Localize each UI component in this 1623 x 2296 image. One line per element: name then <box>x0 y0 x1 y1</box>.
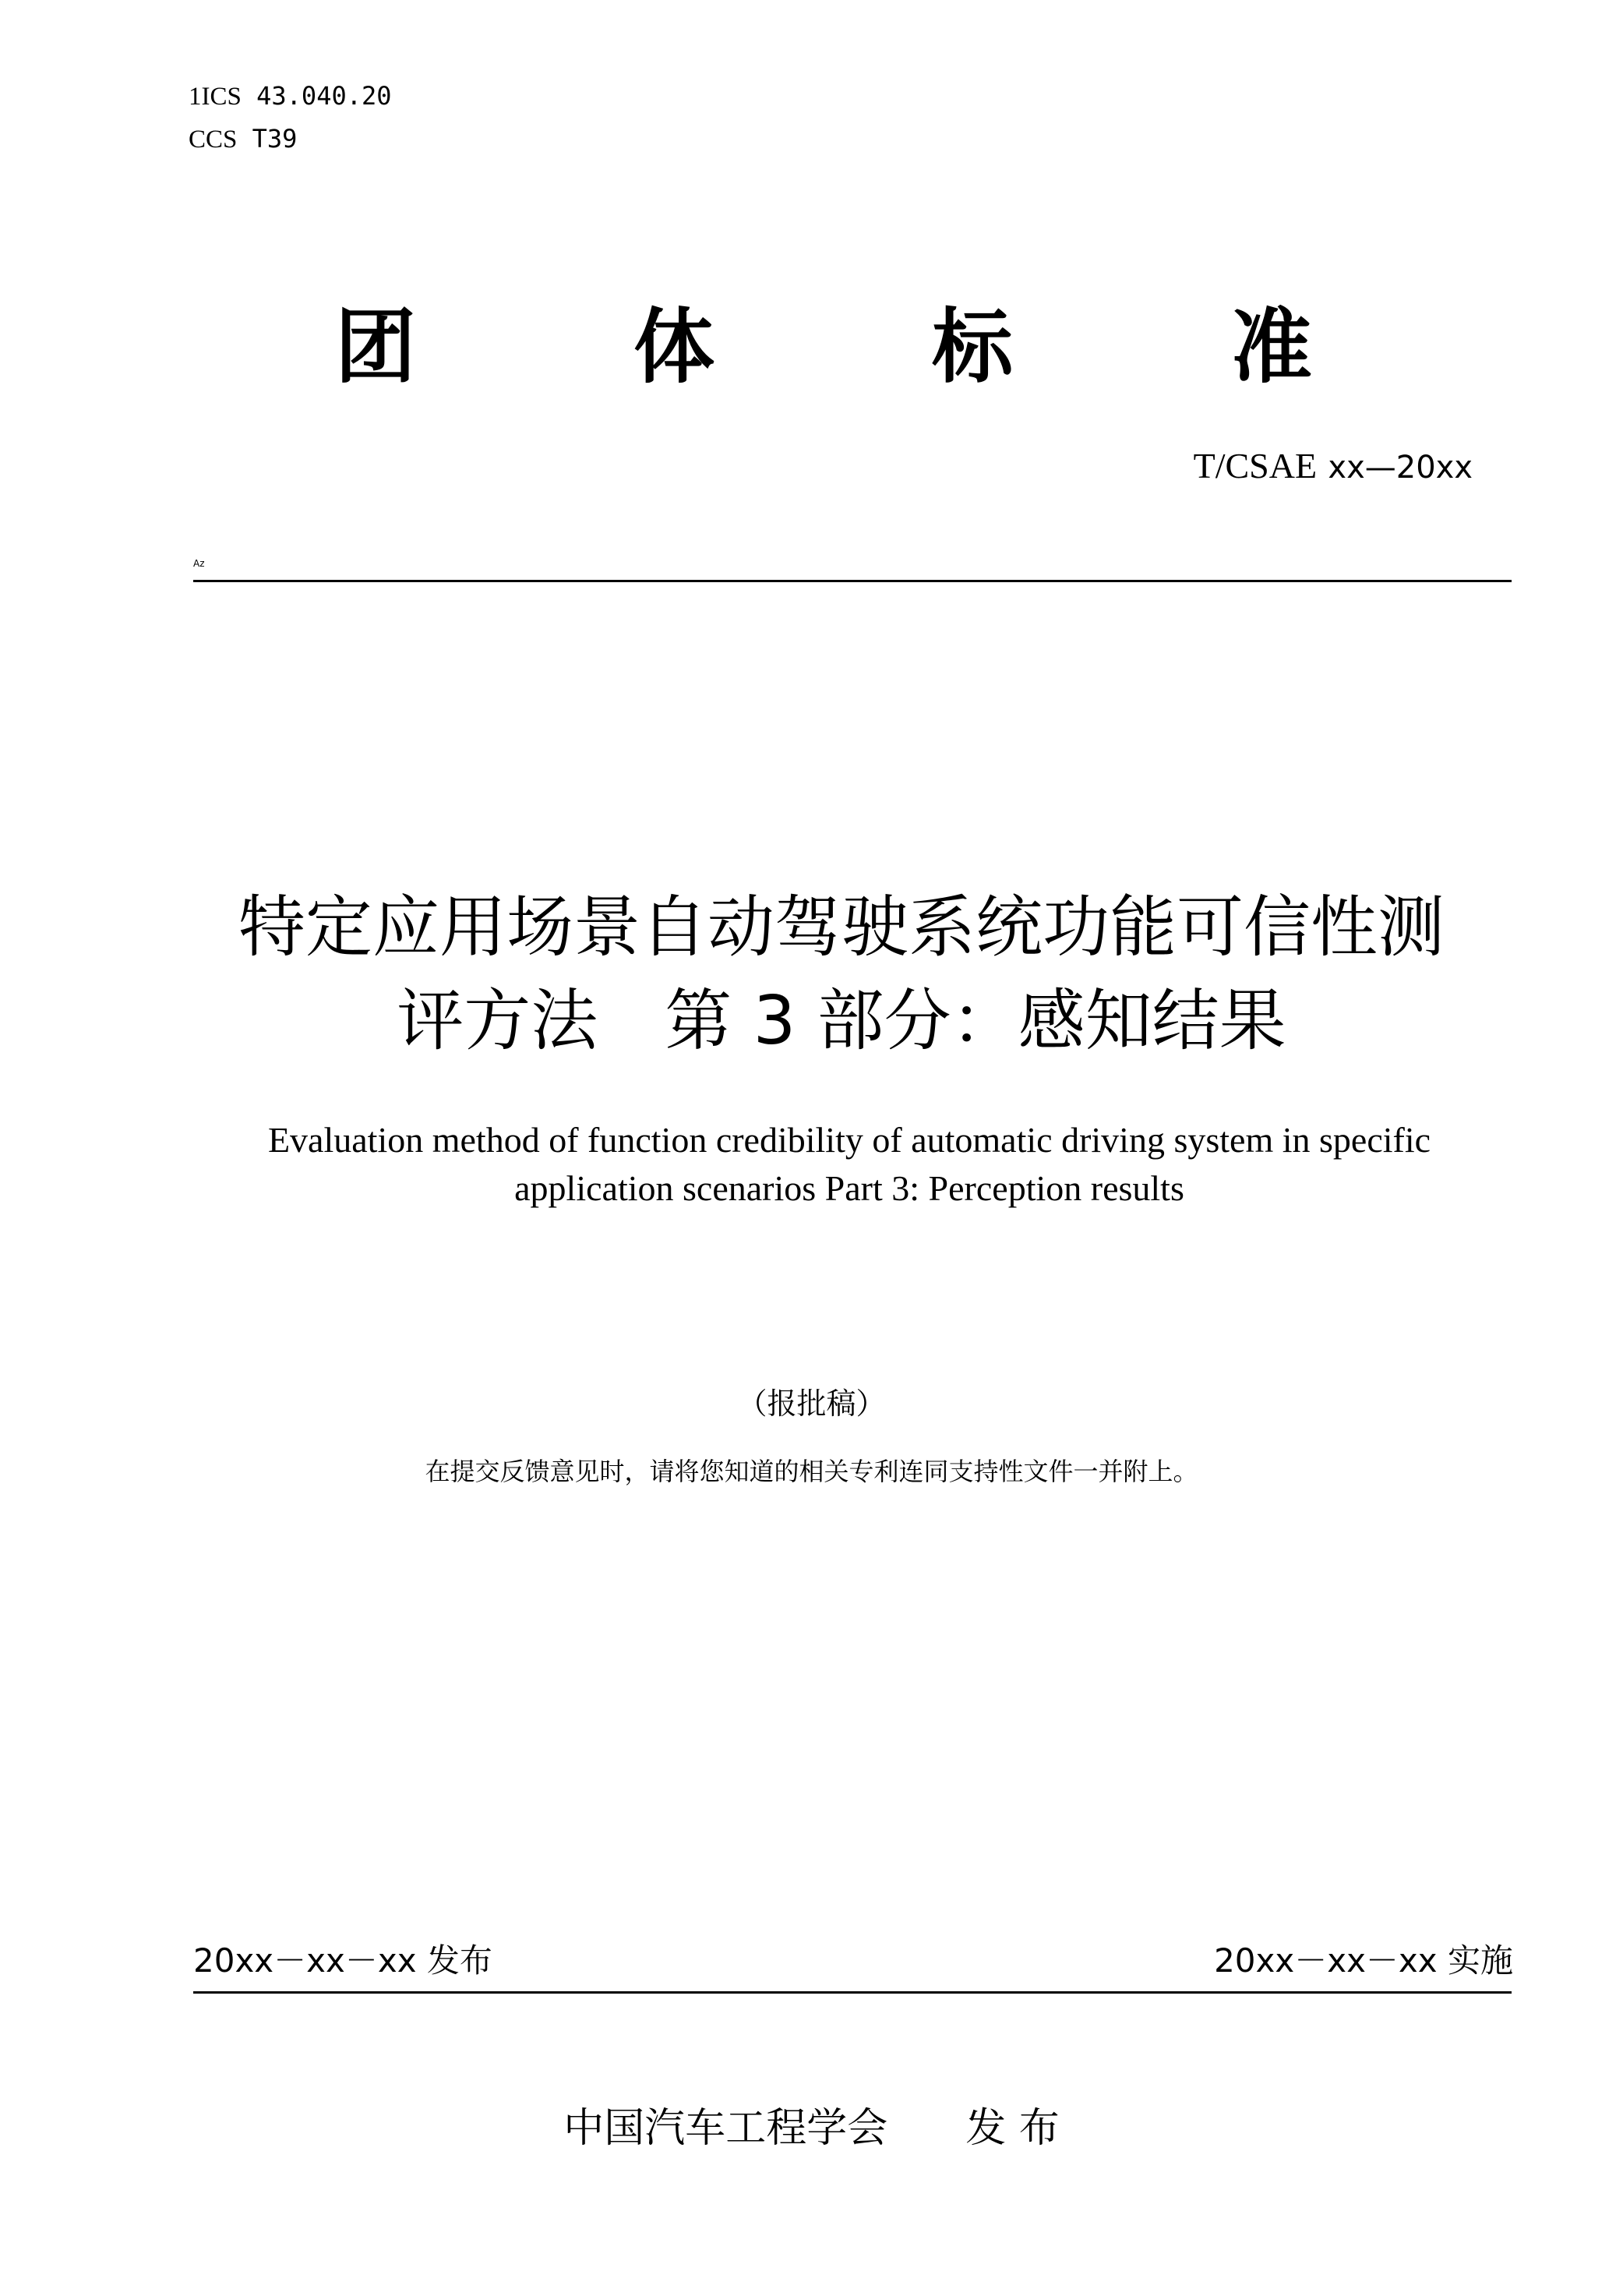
english-title-line-1: Evaluation method of function credibility of automatic driving system in specific <box>267 1120 1431 1160</box>
ics-label: 1ICS <box>189 83 242 111</box>
ics-code: 43.040.20 <box>256 81 392 111</box>
heading-char-1: 团 <box>335 299 417 394</box>
heading-char-4: 准 <box>1231 299 1313 394</box>
document-type-heading <box>335 300 1340 394</box>
bottom-divider <box>193 1991 1512 1994</box>
implementation-date: 20xx－xx－xx 实施 <box>1214 1941 1513 1980</box>
chinese-title <box>109 881 1574 1068</box>
heading-char-3: 标 <box>932 299 1014 394</box>
publisher-line <box>0 2102 1623 2155</box>
draft-status: （报批稿） <box>737 1386 886 1421</box>
chinese-title-line-2: 评方法 第 3 部分：感知结果 <box>397 982 1286 1060</box>
patent-notice: 在提交反馈意见时，请将您知道的相关专利连同支持性文件一并附上。 <box>425 1457 1198 1486</box>
publisher-action: 发 布 <box>965 2105 1060 2152</box>
issue-date: 20xx－xx－xx 发布 <box>193 1941 492 1980</box>
standard-number <box>1194 444 1473 489</box>
standard-number-prefix: T/CSAE <box>1193 446 1318 486</box>
publisher-org: 中国汽车工程学会 <box>563 2105 888 2152</box>
ccs-code: T39 <box>252 124 298 154</box>
tiny-mark: Az <box>193 558 205 569</box>
ics-code-line <box>189 80 392 112</box>
standard-number-code: xx—20xx <box>1328 450 1473 486</box>
english-title-line-2: application scenarios Part 3: Perception results <box>514 1168 1184 1208</box>
english-title <box>156 1116 1543 1213</box>
top-divider <box>193 580 1512 582</box>
ccs-code-line <box>189 123 297 155</box>
ccs-label: CCS <box>189 125 238 154</box>
chinese-title-line-1: 特定应用场景自动驾驶系统功能可信性测 <box>238 888 1445 966</box>
heading-char-2: 体 <box>633 299 715 394</box>
